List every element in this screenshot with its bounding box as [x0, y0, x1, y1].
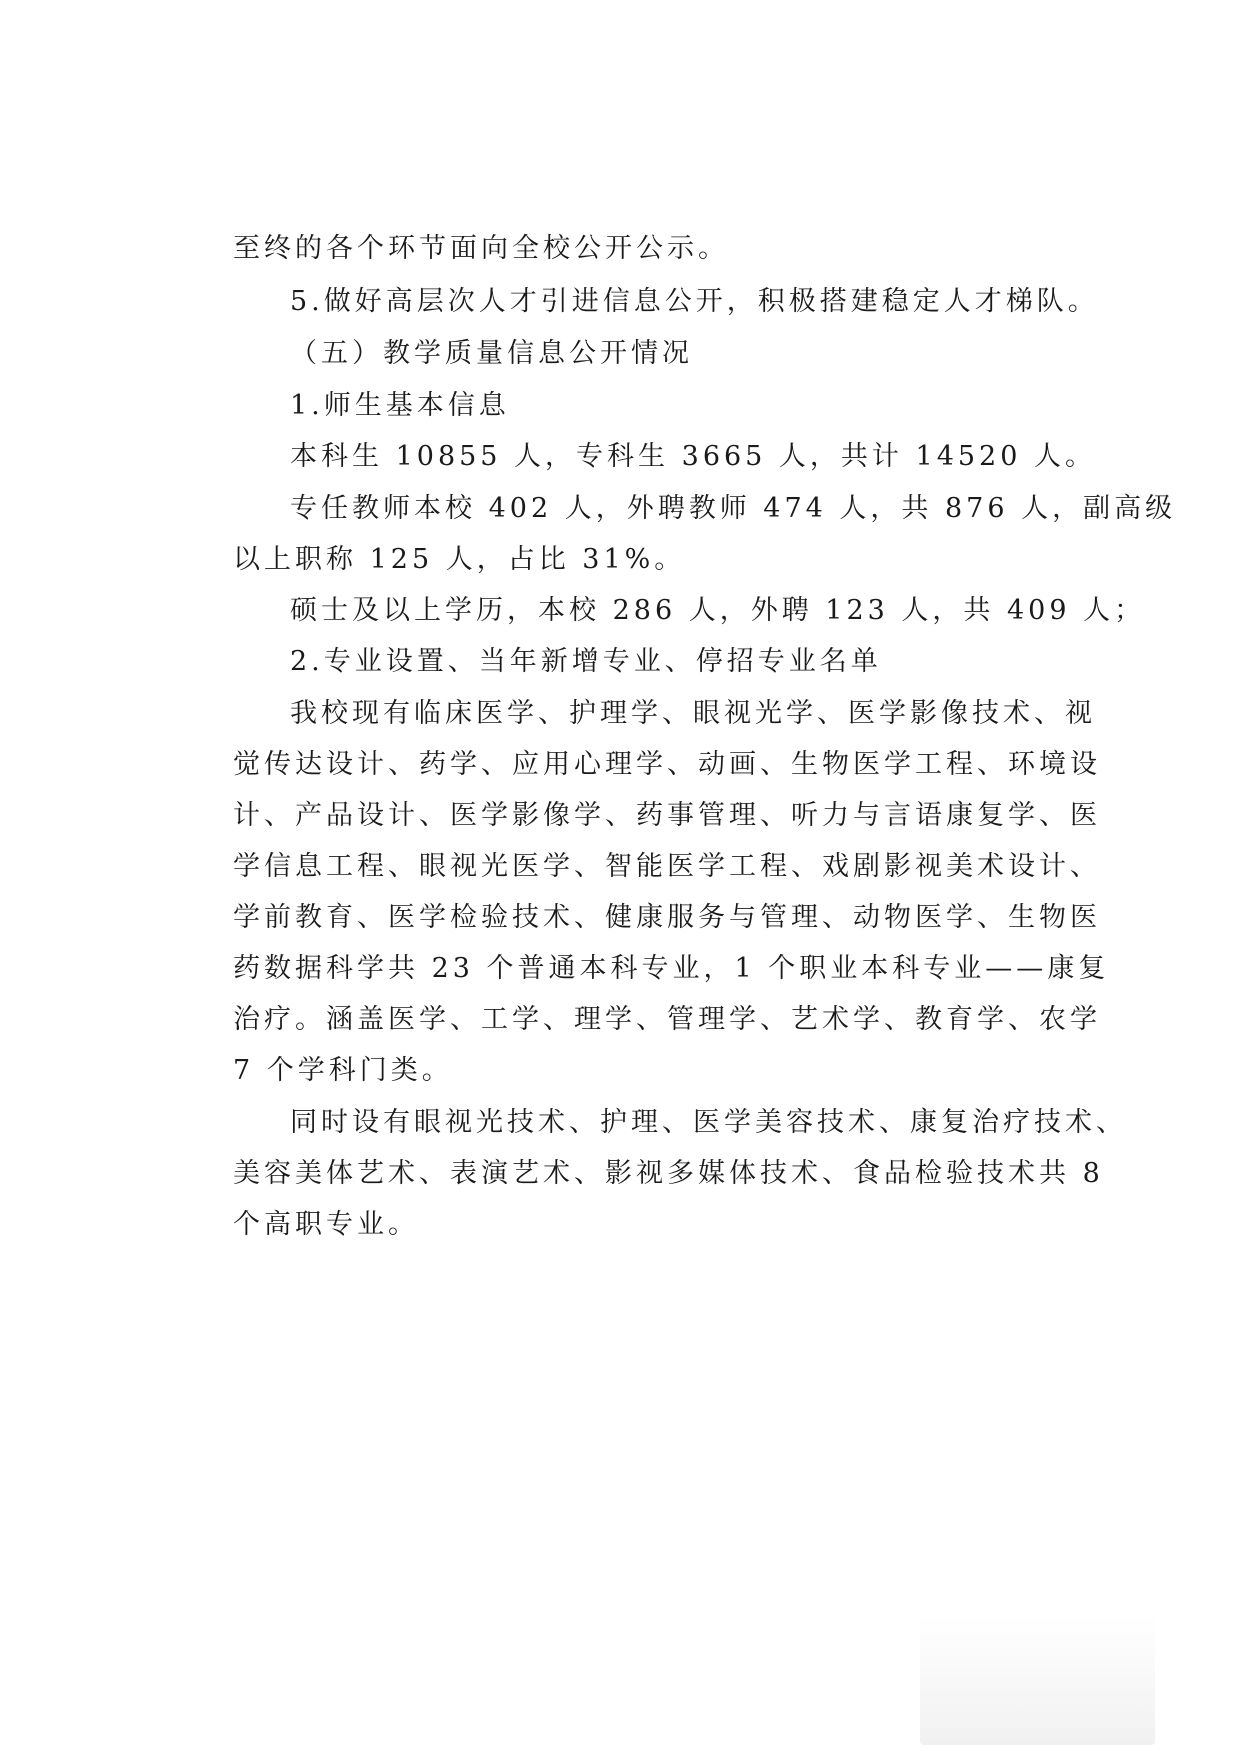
text-line: 计、产品设计、医学影像学、药事管理、听力与言语康复学、医	[233, 800, 1101, 831]
text-line: 美容美体艺术、表演艺术、影视多媒体技术、食品检验技术共 8	[233, 1158, 1104, 1189]
text-line: 5.做好高层次人才引进信息公开，积极搭建稳定人才梯队。	[290, 286, 1099, 317]
text-line: 学前教育、医学检验技术、健康服务与管理、动物医学、生物医	[233, 902, 1101, 933]
text-line: 以上职称 125 人，占比 31%。	[233, 544, 686, 575]
subsection-heading: 1.师生基本信息	[290, 390, 510, 421]
text-line: 至终的各个环节面向全校公开公示。	[233, 233, 729, 264]
text-line: 学信息工程、眼视光医学、智能医学工程、戏剧影视美术设计、	[233, 851, 1101, 882]
text-line: 专任教师本校 402 人，外聘教师 474 人，共 876 人，副高级	[290, 493, 1177, 524]
text-line: 7 个学科门类。	[233, 1055, 453, 1086]
text-line: 我校现有临床医学、护理学、眼视光学、医学影像技术、视	[290, 698, 1096, 729]
text-line: 药数据科学共 23 个普通本科专业，1 个职业本科专业——康复	[233, 953, 1110, 984]
text-line: 治疗。涵盖医学、工学、理学、管理学、艺术学、教育学、农学	[233, 1004, 1101, 1035]
text-line: 硕士及以上学历，本校 286 人，外聘 123 人，共 409 人；	[290, 595, 1146, 626]
text-line: 同时设有眼视光技术、护理、医学美容技术、康复治疗技术、	[290, 1107, 1127, 1138]
text-line: 本科生 10855 人，专科生 3665 人，共计 14520 人。	[290, 441, 1096, 472]
text-line: 觉传达设计、药学、应用心理学、动画、生物医学工程、环境设	[233, 749, 1101, 780]
section-heading: （五）教学质量信息公开情况	[290, 338, 693, 369]
text-line: 个高职专业。	[233, 1209, 419, 1240]
subsection-heading: 2.专业设置、当年新增专业、停招专业名单	[290, 646, 882, 677]
scan-shadow	[920, 1615, 1155, 1745]
